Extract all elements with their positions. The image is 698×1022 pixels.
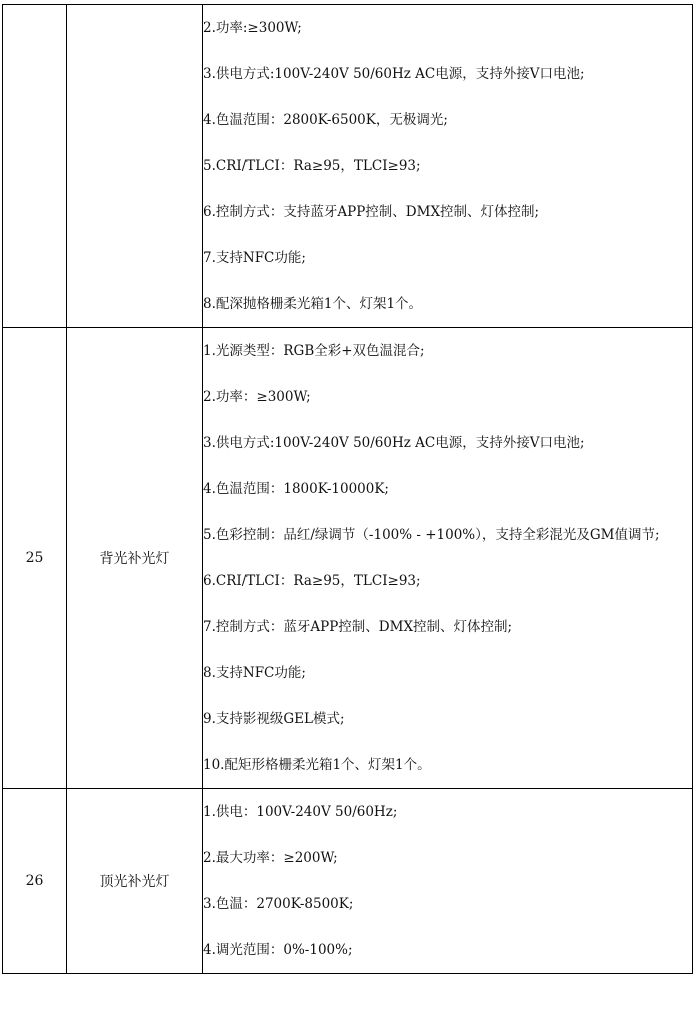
spec-list	[203, 328, 693, 789]
item-name: 背光补光灯	[67, 328, 203, 789]
spec-line: 2.功率:≥300W;	[203, 20, 302, 36]
spec-line: 6.控制方式：支持蓝牙APP控制、DMX控制、灯体控制;	[203, 204, 540, 220]
spec-line: 7.支持NFC功能;	[203, 250, 306, 266]
table-row	[3, 5, 693, 328]
spec-line: 4.色温范围：2800K-6500K，无极调光;	[203, 112, 448, 128]
table-row	[3, 789, 693, 974]
item-name: 顶光补光灯	[67, 789, 203, 974]
spec-list	[203, 5, 693, 328]
spec-line: 6.CRI/TLCI：Ra≥95，TLCI≥93;	[203, 573, 421, 589]
spec-line: 8.支持NFC功能;	[203, 665, 306, 681]
row-number	[3, 5, 67, 328]
spec-line: 3.色温：2700K-8500K;	[203, 896, 354, 912]
row-number: 26	[3, 789, 67, 974]
item-name	[67, 5, 203, 328]
spec-line: 2.功率：≥300W;	[203, 389, 311, 405]
spec-line: 9.支持影视级GEL模式;	[203, 711, 345, 727]
spec-line: 8.配深抛格栅柔光箱1个、灯架1个。	[203, 296, 423, 312]
spec-line: 10.配矩形格栅柔光箱1个、灯架1个。	[203, 757, 431, 773]
spec-list	[203, 789, 693, 974]
spec-table	[2, 4, 693, 974]
spec-line: 2.最大功率：≥200W;	[203, 850, 338, 866]
spec-line: 5.CRI/TLCI：Ra≥95，TLCI≥93;	[203, 158, 421, 174]
spec-line: 7.控制方式：蓝牙APP控制、DMX控制、灯体控制;	[203, 619, 513, 635]
row-number: 25	[3, 328, 67, 789]
spec-line: 4.调光范围：0%-100%;	[203, 942, 353, 958]
spec-line: 3.供电方式:100V-240V 50/60Hz AC电源，支持外接V口电池;	[203, 66, 585, 82]
spec-line: 3.供电方式:100V-240V 50/60Hz AC电源，支持外接V口电池;	[203, 435, 585, 451]
spec-line: 1.光源类型：RGB全彩+双色温混合;	[203, 343, 425, 359]
table-row	[3, 328, 693, 789]
spec-line: 1.供电：100V-240V 50/60Hz;	[203, 804, 398, 820]
spec-line: 4.色温范围：1800K-10000K;	[203, 481, 389, 497]
spec-line: 5.色彩控制：品红/绿调节（-100% - +100%），支持全彩混光及GM值调节;	[203, 527, 660, 543]
